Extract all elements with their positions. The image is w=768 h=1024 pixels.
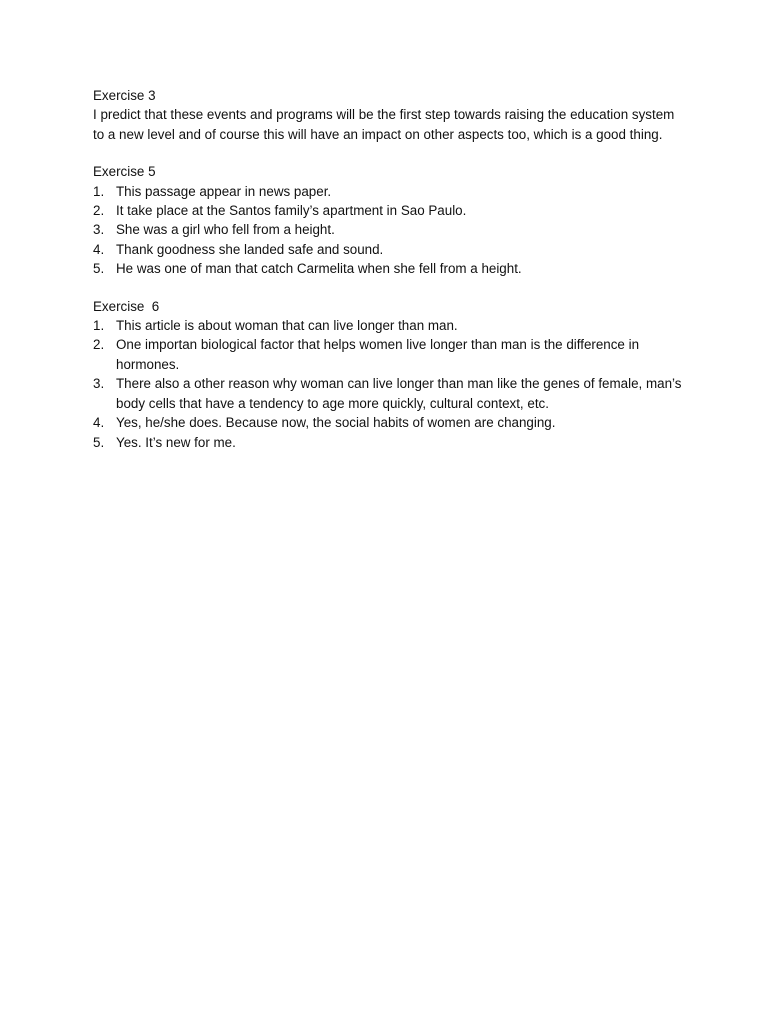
list-text: It take place at the Santos family’s apartment in Sao Paulo. — [116, 203, 467, 219]
exercise-5-heading: Exercise 5 — [93, 164, 156, 180]
exercise-5-list — [93, 182, 683, 279]
list-text: He was one of man that catch Carmelita when she fell from a height. — [116, 261, 522, 277]
list-text: One importan biological factor that helps women live longer than man is the difference in hormones. — [116, 337, 640, 372]
list-item — [93, 335, 683, 374]
list-item — [93, 182, 683, 201]
list-number: 2. — [93, 337, 105, 353]
list-item — [93, 433, 683, 452]
list-text: Thank goodness she landed safe and sound. — [116, 241, 384, 257]
list-number: 5. — [93, 261, 105, 277]
list-text: She was a girl who fell from a height. — [116, 222, 335, 238]
exercise-6-heading: Exercise 6 — [93, 298, 160, 314]
list-item — [93, 220, 683, 239]
list-number: 1. — [93, 183, 105, 199]
document-page — [93, 86, 683, 470]
exercise-3-heading: Exercise 3 — [93, 88, 156, 103]
list-text: Yes. It’s new for me. — [116, 434, 236, 450]
list-text: This passage appear in news paper. — [116, 183, 332, 199]
list-text: This article is about woman that can live longer than man. — [116, 318, 458, 334]
list-number: 2. — [93, 203, 105, 219]
exercise-6-list — [93, 316, 683, 452]
list-number: 5. — [93, 434, 105, 450]
list-item — [93, 374, 683, 413]
list-text: Yes, he/she does. Because now, the social habits of women are changing. — [116, 415, 556, 431]
list-number: 1. — [93, 318, 105, 334]
exercise-3-paragraph: I predict that these events and programs will be the first step towards raising the education system to a new level and of course this will have an impact on other aspects too, which is a good thing. — [93, 107, 675, 142]
list-item — [93, 240, 683, 259]
list-number: 3. — [93, 376, 105, 392]
list-item — [93, 316, 683, 335]
exercise-6-section — [93, 297, 683, 452]
exercise-5-section — [93, 162, 683, 278]
list-item — [93, 259, 683, 278]
list-item — [93, 413, 683, 432]
list-number: 4. — [93, 241, 105, 257]
list-text: There also a other reason why woman can live longer than man like the genes of female, man’s body cells that have a tendency to age more quickly, cultural context, etc. — [116, 376, 682, 411]
list-number: 4. — [93, 415, 105, 431]
exercise-3-section — [93, 86, 683, 144]
list-number: 3. — [93, 222, 105, 238]
list-item — [93, 201, 683, 220]
